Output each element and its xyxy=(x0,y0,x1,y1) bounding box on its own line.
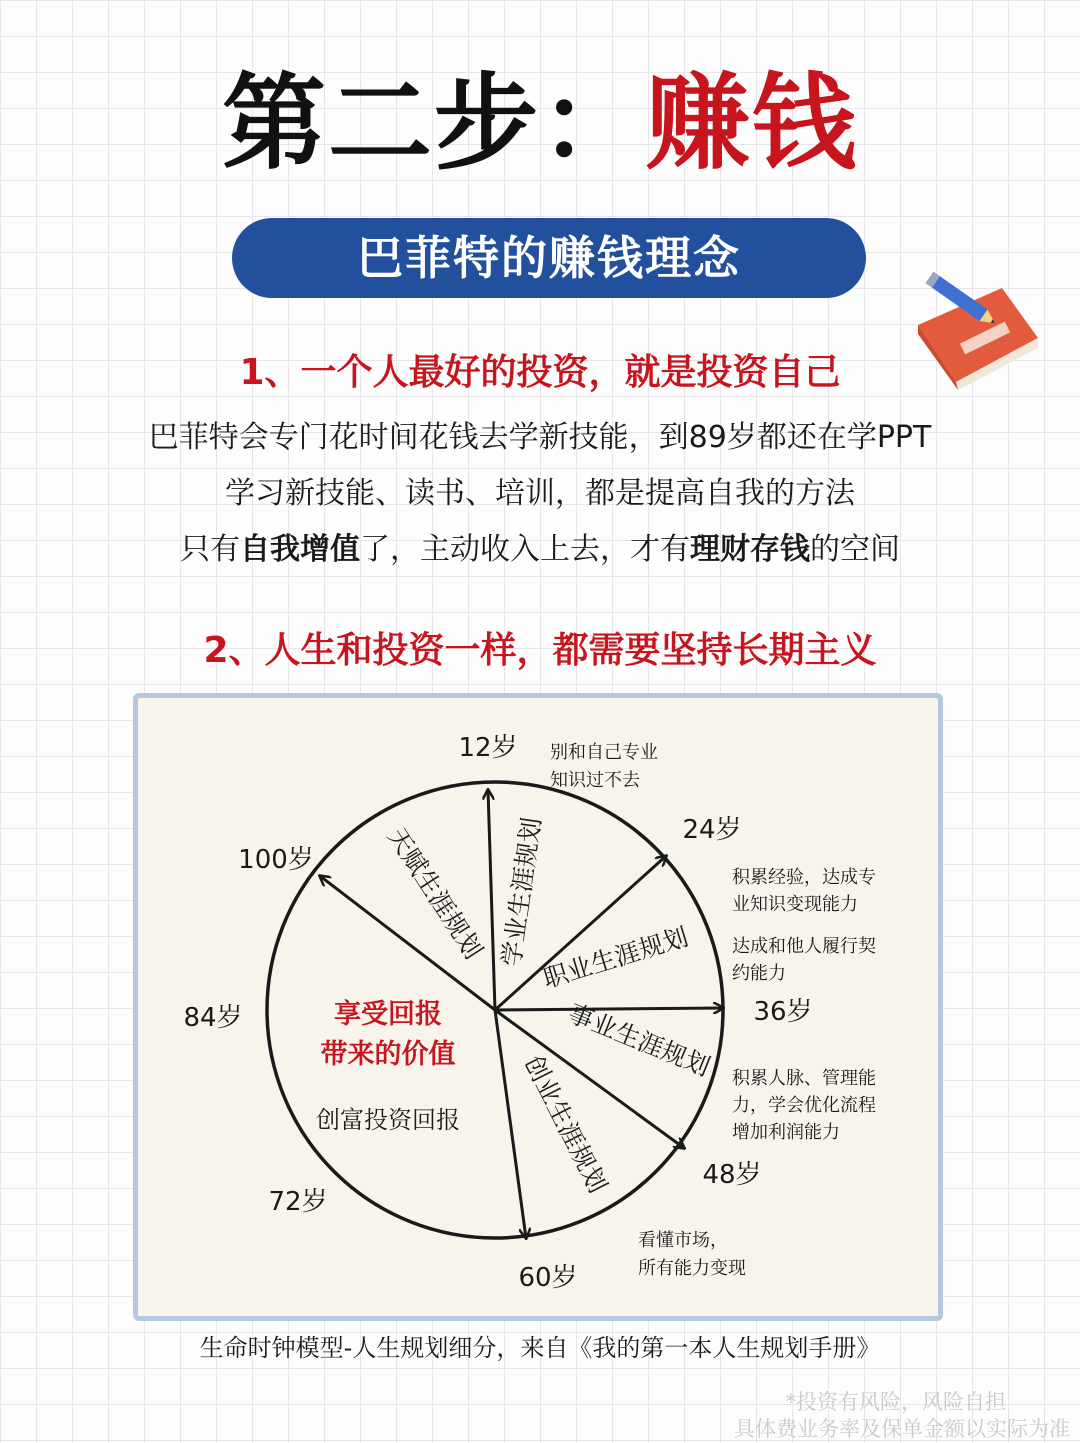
arrow-36 xyxy=(495,1008,723,1010)
note-12a: 别和自己专业 xyxy=(550,742,658,763)
center-line2: 带来的价值 xyxy=(320,1039,456,1070)
note-36a: 积累人脉、管理能 xyxy=(732,1068,876,1089)
line3-text-c: 了，主动收入上去，才有 xyxy=(360,532,690,567)
note-48b: 所有能力变现 xyxy=(638,1258,746,1279)
diagram-caption: 生命时钟模型-人生规划细分，来自《我的第一本人生规划手册》 xyxy=(199,1334,881,1362)
section1-heading: 1、一个人最好的投资，就是投资自己 xyxy=(239,352,841,393)
sector-study: 学业生涯规划 xyxy=(496,815,547,969)
section1-line1: 巴菲特会专门花时间花钱去学新技能，到89岁都还在学PPT xyxy=(148,420,932,455)
note-24b: 业知识变现能力 xyxy=(732,894,858,915)
line3-bold-self-value: 自我增值 xyxy=(240,532,360,567)
sector-job: 职业生涯规划 xyxy=(539,922,692,994)
center-line1: 享受回报 xyxy=(334,999,442,1030)
note-36c: 增加利润能力 xyxy=(732,1122,840,1143)
note-24c: 达成和他人履行契 xyxy=(732,936,876,957)
line3-text-a: 只有 xyxy=(180,532,240,567)
line3-text-e: 的空间 xyxy=(810,532,900,567)
age-100: 100岁 xyxy=(238,845,314,875)
arrow-60 xyxy=(495,1010,526,1238)
life-clock-diagram xyxy=(133,693,943,1321)
age-72: 72岁 xyxy=(268,1187,328,1217)
sector-talent: 天赋生涯规划 xyxy=(382,822,489,965)
note-48a: 看懂市场， xyxy=(638,1230,728,1251)
page-title xyxy=(0,58,1080,188)
disclaimer-line1: *投资有风险，风险自担 xyxy=(785,1390,1006,1414)
title-step: 第二步： xyxy=(221,61,646,184)
disclaimer-line2: 具体费业务率及保单金额以实际为准 xyxy=(734,1417,1070,1441)
age-84: 84岁 xyxy=(183,1003,243,1033)
center-line3: 创富投资回报 xyxy=(316,1106,460,1134)
age-48: 48岁 xyxy=(702,1160,762,1190)
note-24d: 约能力 xyxy=(732,963,786,984)
section1-line2: 学习新技能、读书、培训，都是提高自我的方法 xyxy=(225,476,855,511)
arrow-12 xyxy=(488,790,495,1010)
line3-bold-saving: 理财存钱 xyxy=(690,532,810,567)
age-60: 60岁 xyxy=(518,1263,578,1293)
age-12: 12岁 xyxy=(458,733,518,763)
subtitle-pill: 巴菲特的赚钱理念 xyxy=(232,218,866,298)
note-24a: 积累经验，达成专 xyxy=(732,867,876,888)
title-money: 赚钱 xyxy=(646,61,859,184)
section2-heading: 2、人生和投资一样，都需要坚持长期主义 xyxy=(203,630,877,671)
note-12b: 知识过不去 xyxy=(550,770,640,791)
sector-career: 事业生涯规划 xyxy=(564,998,715,1082)
age-36: 36岁 xyxy=(753,997,813,1027)
age-24: 24岁 xyxy=(682,815,742,845)
sector-startup: 创业生涯规划 xyxy=(518,1050,613,1198)
note-36b: 力，学会优化流程 xyxy=(732,1095,876,1116)
section1-line3 xyxy=(0,522,1080,578)
